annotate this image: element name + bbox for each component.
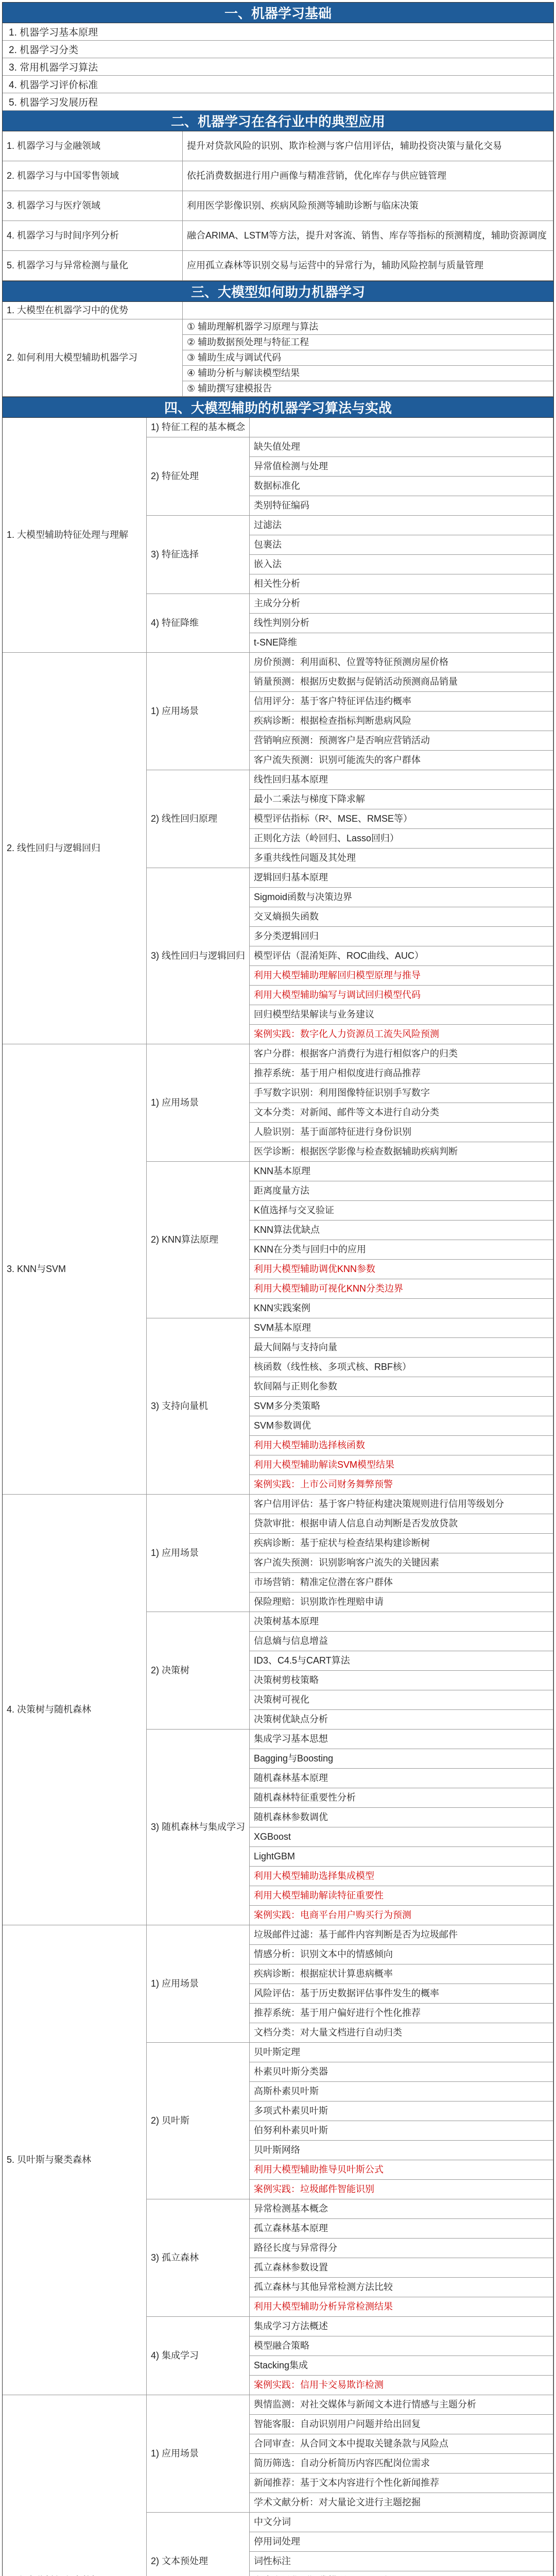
item-cell: 利用大模型辅助选择核函数 [250,1436,553,1455]
document-table [2,2,554,2576]
item-cell: ID3、C4.5与CART算法 [250,1651,553,1671]
item-cell: 线性判别分析 [250,614,553,633]
item-cell: 词性标注 [250,2552,553,2571]
item-cell: 停用词处理 [250,2532,553,2552]
item-cell: K值选择与交叉验证 [250,1201,553,1221]
item-cell: 推荐系统：基于用户相似度进行商品推荐 [250,1064,553,1083]
group-title: 2) 线性回归原理 [147,770,250,868]
item-cell: 孤立森林参数设置 [250,2258,553,2278]
section-header: 三、大模型如何助力机器学习 [3,281,553,302]
list-item: 2. 机器学习分类 [3,41,553,58]
item-cell: 情感分析：识别文本中的情感倾向 [250,1945,553,1964]
item-cell: 决策树优缺点分析 [250,1710,553,1730]
section-header: 一、机器学习基础 [3,3,553,23]
row-detail: ⑤ 辅助撰写建模报告 [183,381,553,397]
item-cell: 人脸识别：基于面部特征进行身份识别 [250,1123,553,1142]
item-cell: 手写数字识别：利用图像特征识别手写数字 [250,1083,553,1103]
item-cell: 市场营销：精准定位潜在客户群体 [250,1573,553,1592]
item-cell: 多项式朴素贝叶斯 [250,2102,553,2121]
item-cell: 主成分分析 [250,594,553,614]
item-cell: 多重共线性问题及其处理 [250,849,553,868]
item-cell: 孤立森林与其他异常检测方法比较 [250,2278,553,2297]
group-title: 2) 决策树 [147,1612,250,1730]
item-cell: 利用大模型辅助推导贝叶斯公式 [250,2160,553,2180]
item-cell: LightGBM [250,1847,553,1867]
module-title: 3. KNN与SVM [3,1044,147,1495]
module-title: 5. 贝叶斯与聚类森林 [3,1925,147,2395]
item-cell: 利用大模型辅助编写与调试回归模型代码 [250,986,553,1005]
item-cell: 信用评分：基于客户特征评估违约概率 [250,692,553,711]
group-title: 3) 孤立森林 [147,2199,250,2317]
item-cell: 房价预测：利用面积、位置等特征预测房屋价格 [250,653,553,672]
row-detail [183,302,553,319]
item-cell: Sigmoid函数与决策边界 [250,888,553,907]
item-cell: 学术文献分析：对大量论文进行主题挖掘 [250,2493,553,2513]
item-cell: 医学诊断：根据医学影像与检查数据辅助疾病判断 [250,1142,553,1162]
row-label: 1. 机器学习与金融领域 [3,131,183,161]
item-cell: 异常值检测与处理 [250,457,553,477]
item-cell: 模型评估指标（R²、MSE、RMSE等） [250,809,553,829]
section-header: 四、大模型辅助的机器学习算法与实战 [3,397,553,418]
item-cell: 最小二乘法与梯度下降求解 [250,790,553,809]
item-cell: 营销响应预测：预测客户是否响应营销活动 [250,731,553,751]
section-2-table [3,131,553,281]
group-title: 1) 特征工程的基本概念 [147,418,250,437]
item-cell: XGBoost [250,1827,553,1847]
item-cell: 客户信用评估：基于客户特征构建决策规则进行信用等级划分 [250,1495,553,1514]
row-label: 5. 机器学习与异常检测与量化 [3,251,183,281]
item-cell: SVM基本原理 [250,1318,553,1338]
item-cell: 路径长度与异常得分 [250,2239,553,2258]
row-label: 3. 机器学习与医疗领域 [3,191,183,221]
group-title: 3) 线性回归与逻辑回归 [147,868,250,1044]
item-cell: 逻辑回归基本原理 [250,868,553,888]
item-cell: 软间隔与正则化参数 [250,1377,553,1397]
item-cell: 案例实践：上市公司财务舞弊预警 [250,1475,553,1495]
item-cell: 贷款审批：根据申请人信息自动判断是否发放贷款 [250,1514,553,1534]
section-4-table [3,418,553,2576]
item-cell: 疾病诊断：基于症状与检查结果构建诊断树 [250,1534,553,1553]
item-cell: 客户流失预测：识别影响客户流失的关键因素 [250,1553,553,1573]
item-cell: 贝叶斯网络 [250,2141,553,2160]
item-cell: SVM参数调优 [250,1416,553,1436]
item-cell: SVM多分类策略 [250,1397,553,1416]
item-cell: 保险理赔：识别欺诈性理赔申请 [250,1592,553,1612]
item-cell: 包裹法 [250,535,553,555]
item-cell: 文本分类：对新闻、邮件等文本进行自动分类 [250,1103,553,1123]
module-title: 4. 决策树与随机森林 [3,1495,147,1925]
item-cell: 合同审查：从合同文本中提取关键条款与风险点 [250,2434,553,2454]
group-title: 1) 应用场景 [147,1044,250,1162]
item-cell: 相关性分析 [250,574,553,594]
item-cell: 孤立森林基本原理 [250,2219,553,2239]
group-title: 2) 贝叶斯 [147,2043,250,2199]
group-title: 4) 集成学习 [147,2317,250,2395]
item-cell: 模型评估（混淆矩阵、ROC曲线、AUC） [250,946,553,966]
item-cell: 交叉熵损失函数 [250,907,553,927]
group-title: 2) KNN算法原理 [147,1162,250,1318]
item-cell: 核函数（线性核、多项式核、RBF核） [250,1358,553,1377]
item-cell: 简历筛选：自动分析简历内容匹配岗位需求 [250,2454,553,2473]
row-detail: 应用孤立森林等识别交易与运营中的异常行为，辅助风险控制与质量管理 [183,251,553,281]
item-cell: 智能客服：自动识别用户问题并给出回复 [250,2415,553,2434]
section-header: 二、机器学习在各行业中的典型应用 [3,111,553,131]
item-cell: 利用大模型辅助可视化KNN分类边界 [250,1279,553,1299]
item-cell: 异常检测基本概念 [250,2199,553,2219]
row-label: 4. 机器学习与时间序列分析 [3,221,183,251]
group-title: 3) 支持向量机 [147,1318,250,1495]
item-cell: KNN基本原理 [250,1162,553,1181]
item-cell: 模型融合策略 [250,2336,553,2356]
module-title [3,2395,147,2576]
item-cell: 信息熵与信息增益 [250,1632,553,1651]
section-1-rows [3,23,553,111]
item-cell: 集成学习基本思想 [250,1730,553,1749]
item-cell: 过滤法 [250,516,553,535]
item-cell: 舆情监测：对社交媒体与新闻文本进行情感与主题分析 [250,2395,553,2415]
item-cell: 高斯朴素贝叶斯 [250,2082,553,2102]
item-cell: 嵌入法 [250,555,553,574]
item-cell: 利用大模型辅助选择集成模型 [250,1867,553,1886]
group-title: 3) 特征选择 [147,516,250,594]
item-cell: 决策树剪枝策略 [250,1671,553,1690]
item-cell: 回归模型结果解读与业务建议 [250,1005,553,1025]
group-title: 1) 应用场景 [147,653,250,770]
item-cell: 利用大模型辅助解读特征重要性 [250,1886,553,1906]
section-3-table [3,302,553,397]
item-cell: 风险评估：基于历史数据评估事件发生的概率 [250,1984,553,2004]
item-cell: t-SNE降维 [250,633,553,653]
row-detail: 提升对贷款风险的识别、欺诈检测与客户信用评估，辅助投资决策与量化交易 [183,131,553,161]
group-title: 1) 应用场景 [147,2395,250,2513]
group-title: 4) 特征降维 [147,594,250,653]
item-cell: 客户流失预测：识别可能流失的客户群体 [250,751,553,770]
list-item: 3. 常用机器学习算法 [3,58,553,76]
item-cell: 贝叶斯定理 [250,2043,553,2062]
item-cell: 随机森林参数调优 [250,1808,553,1827]
item-cell: 利用大模型辅助分析异常检测结果 [250,2297,553,2317]
item-cell: 客户分群：根据客户消费行为进行相似客户的归类 [250,1044,553,1064]
item-cell: 线性回归基本原理 [250,770,553,790]
row-detail: ② 辅助数据预处理与特征工程 [183,335,553,350]
group-title: 2) 文本预处理 [147,2513,250,2576]
module-title: 1. 大模型辅助特征处理与理解 [3,418,147,653]
item-cell [250,418,553,437]
row-detail: ③ 辅助生成与调试代码 [183,350,553,366]
item-cell: Bagging与Boosting [250,1749,553,1769]
item-cell: 决策树可视化 [250,1690,553,1710]
group-title: 1) 应用场景 [147,1925,250,2043]
item-cell: KNN在分类与回归中的应用 [250,1240,553,1260]
item-cell [250,2571,553,2576]
item-cell: 多分类逻辑回归 [250,927,553,946]
item-cell: 距离度量方法 [250,1181,553,1201]
row-detail: ④ 辅助分析与解读模型结果 [183,366,553,381]
item-cell: 推荐系统：基于用户偏好进行个性化推荐 [250,2004,553,2023]
item-cell: 利用大模型辅助调优KNN参数 [250,1260,553,1279]
list-item: 4. 机器学习评价标准 [3,76,553,93]
item-cell: 利用大模型辅助解读SVM模型结果 [250,1455,553,1475]
item-cell: 新闻推荐：基于文本内容进行个性化新闻推荐 [250,2473,553,2493]
item-cell: 疾病诊断：根据检查指标判断患病风险 [250,711,553,731]
row-label: 2. 机器学习与中国零售领域 [3,161,183,191]
row-label: 2. 如何利用大模型辅助机器学习 [3,319,183,397]
list-item: 5. 机器学习发展历程 [3,93,553,111]
item-cell: Stacking集成 [250,2356,553,2376]
row-label: 1. 大模型在机器学习中的优势 [3,302,183,319]
item-cell: 案例实践：电商平台用户购买行为预测 [250,1906,553,1925]
group-title: 3) 随机森林与集成学习 [147,1730,250,1925]
item-cell: 数据标准化 [250,477,553,496]
group-title: 2) 特征处理 [147,437,250,516]
item-cell: 案例实践：垃圾邮件智能识别 [250,2180,553,2199]
item-cell: 随机森林基本原理 [250,1769,553,1788]
row-detail: ① 辅助理解机器学习原理与算法 [183,319,553,335]
item-cell: 正则化方法（岭回归、Lasso回归） [250,829,553,849]
item-cell: 案例实践：数字化人力资源员工流失风险预测 [250,1025,553,1044]
group-title: 1) 应用场景 [147,1495,250,1612]
item-cell: 文档分类：对大量文档进行自动归类 [250,2023,553,2043]
item-cell: 销量预测：根据历史数据与促销活动预测商品销量 [250,672,553,692]
item-cell: 决策树基本原理 [250,1612,553,1632]
item-cell: 最大间隔与支持向量 [250,1338,553,1358]
item-cell: KNN算法优缺点 [250,1221,553,1240]
item-cell: 集成学习方法概述 [250,2317,553,2336]
item-cell: 中文分词 [250,2513,553,2532]
item-cell: 案例实践：信用卡交易欺诈检测 [250,2376,553,2395]
row-detail: 依托消费数据进行用户画像与精准营销，优化库存与供应链管理 [183,161,553,191]
item-cell: 利用大模型辅助理解回归模型原理与推导 [250,966,553,986]
item-cell: 随机森林特征重要性分析 [250,1788,553,1808]
item-cell: 朴素贝叶斯分类器 [250,2062,553,2082]
row-detail: 利用医学影像识别、疾病风险预测等辅助诊断与临床决策 [183,191,553,221]
item-cell: KNN实践案例 [250,1299,553,1318]
row-detail: 融合ARIMA、LSTM等方法，提升对客流、销售、库存等指标的预测精度，辅助资源调度 [183,221,553,251]
item-cell: 疾病诊断：根据症状计算患病概率 [250,1964,553,1984]
item-cell: 类别特征编码 [250,496,553,516]
module-title: 2. 线性回归与逻辑回归 [3,653,147,1044]
item-cell: 伯努利朴素贝叶斯 [250,2121,553,2141]
item-cell: 缺失值处理 [250,437,553,457]
item-cell: 垃圾邮件过滤：基于邮件内容判断是否为垃圾邮件 [250,1925,553,1945]
list-item: 1. 机器学习基本原理 [3,23,553,41]
